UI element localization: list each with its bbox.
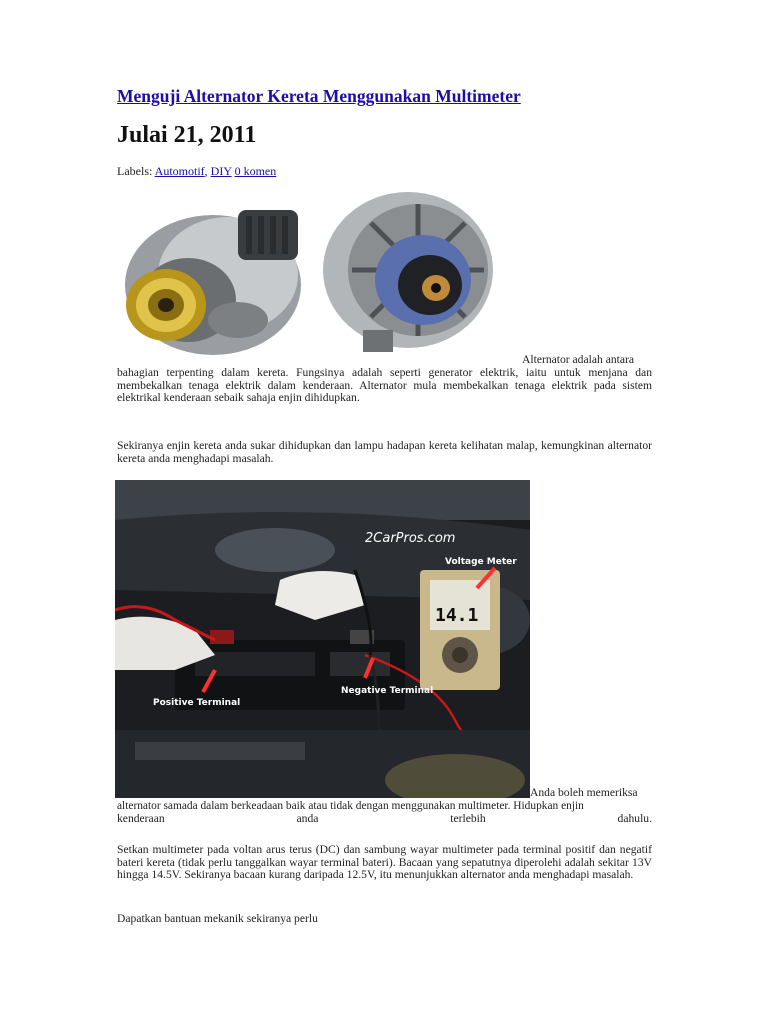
para3-caption: Anda boleh memeriksa bbox=[530, 786, 638, 799]
label-separator: , bbox=[204, 164, 208, 178]
alternator-photo bbox=[118, 190, 518, 360]
post-date: Julai 21, 2011 bbox=[117, 122, 257, 148]
voltage-meter-shape bbox=[420, 570, 500, 690]
para1-body: bahagian terpenting dalam kereta. Fungsinya adalah seperti generator elektrik, iaitu untuk menjana dan membekalkan tenaga elektrik dalam kenderaan. Alternator mula membekalkan tenaga elektrik pada sistem elektrikal kenderaan sebaik sahaja enjin dihidupkan. bbox=[117, 366, 652, 405]
voltage-meter-label: Voltage Meter bbox=[445, 557, 517, 567]
photo-watermark: 2CarPros.com bbox=[365, 531, 456, 546]
label-link-diy[interactable]: DIY bbox=[210, 164, 232, 178]
labels-prefix: Labels: bbox=[117, 164, 153, 178]
post-title-link[interactable]: Menguji Alternator Kereta Menggunakan Multimeter bbox=[117, 86, 521, 106]
para4-body: Setkan multimeter pada voltan arus terus (DC) dan sambung wayar multimeter pada terminal positif dan negatif bateri kereta (tidak perlu tanggalkan wayar terminal bateri). Bacaan yang sepatutnya diperolehi adalah sekitar 13V hingga 14.5V. Sekiranya bacaan kurang daripada 12.5V, itu menunjukkan alternator anda menghadapi masalah. bbox=[117, 843, 652, 882]
battery-test-illustration bbox=[115, 480, 530, 798]
para3-word-3: terlebih bbox=[450, 812, 486, 825]
para2-body: Sekiranya enjin kereta anda sukar dihidupkan dan lampu hadapan kereta kelihatan malap, kemungkinan alternator kereta anda menghadapi masalah. bbox=[117, 439, 652, 465]
comments-link[interactable]: 0 komen bbox=[234, 164, 277, 178]
meter-reading: 14.1 bbox=[435, 605, 479, 626]
negative-terminal-label: Negative Terminal bbox=[341, 686, 434, 696]
para3-line2: alternator samada dalam berkeadaan baik atau tidak dengan menggunakan multimeter. Hidupkan enjin bbox=[117, 800, 584, 812]
positive-terminal-label: Positive Terminal bbox=[153, 698, 241, 708]
para3-word-1: kenderaan bbox=[117, 812, 165, 825]
labels-line bbox=[117, 164, 276, 179]
para1-caption: Alternator adalah antara bbox=[522, 353, 635, 366]
label-link-automotif[interactable]: Automotif bbox=[154, 164, 205, 178]
battery-test-photo bbox=[115, 480, 530, 798]
para3-word-4: dahulu. bbox=[617, 812, 652, 825]
para5-body: Dapatkan bantuan mekanik sekiranya perlu bbox=[117, 912, 318, 925]
para3-line3 bbox=[117, 813, 652, 826]
para3-word-2: anda bbox=[296, 812, 319, 825]
alternator-illustration bbox=[118, 190, 518, 360]
